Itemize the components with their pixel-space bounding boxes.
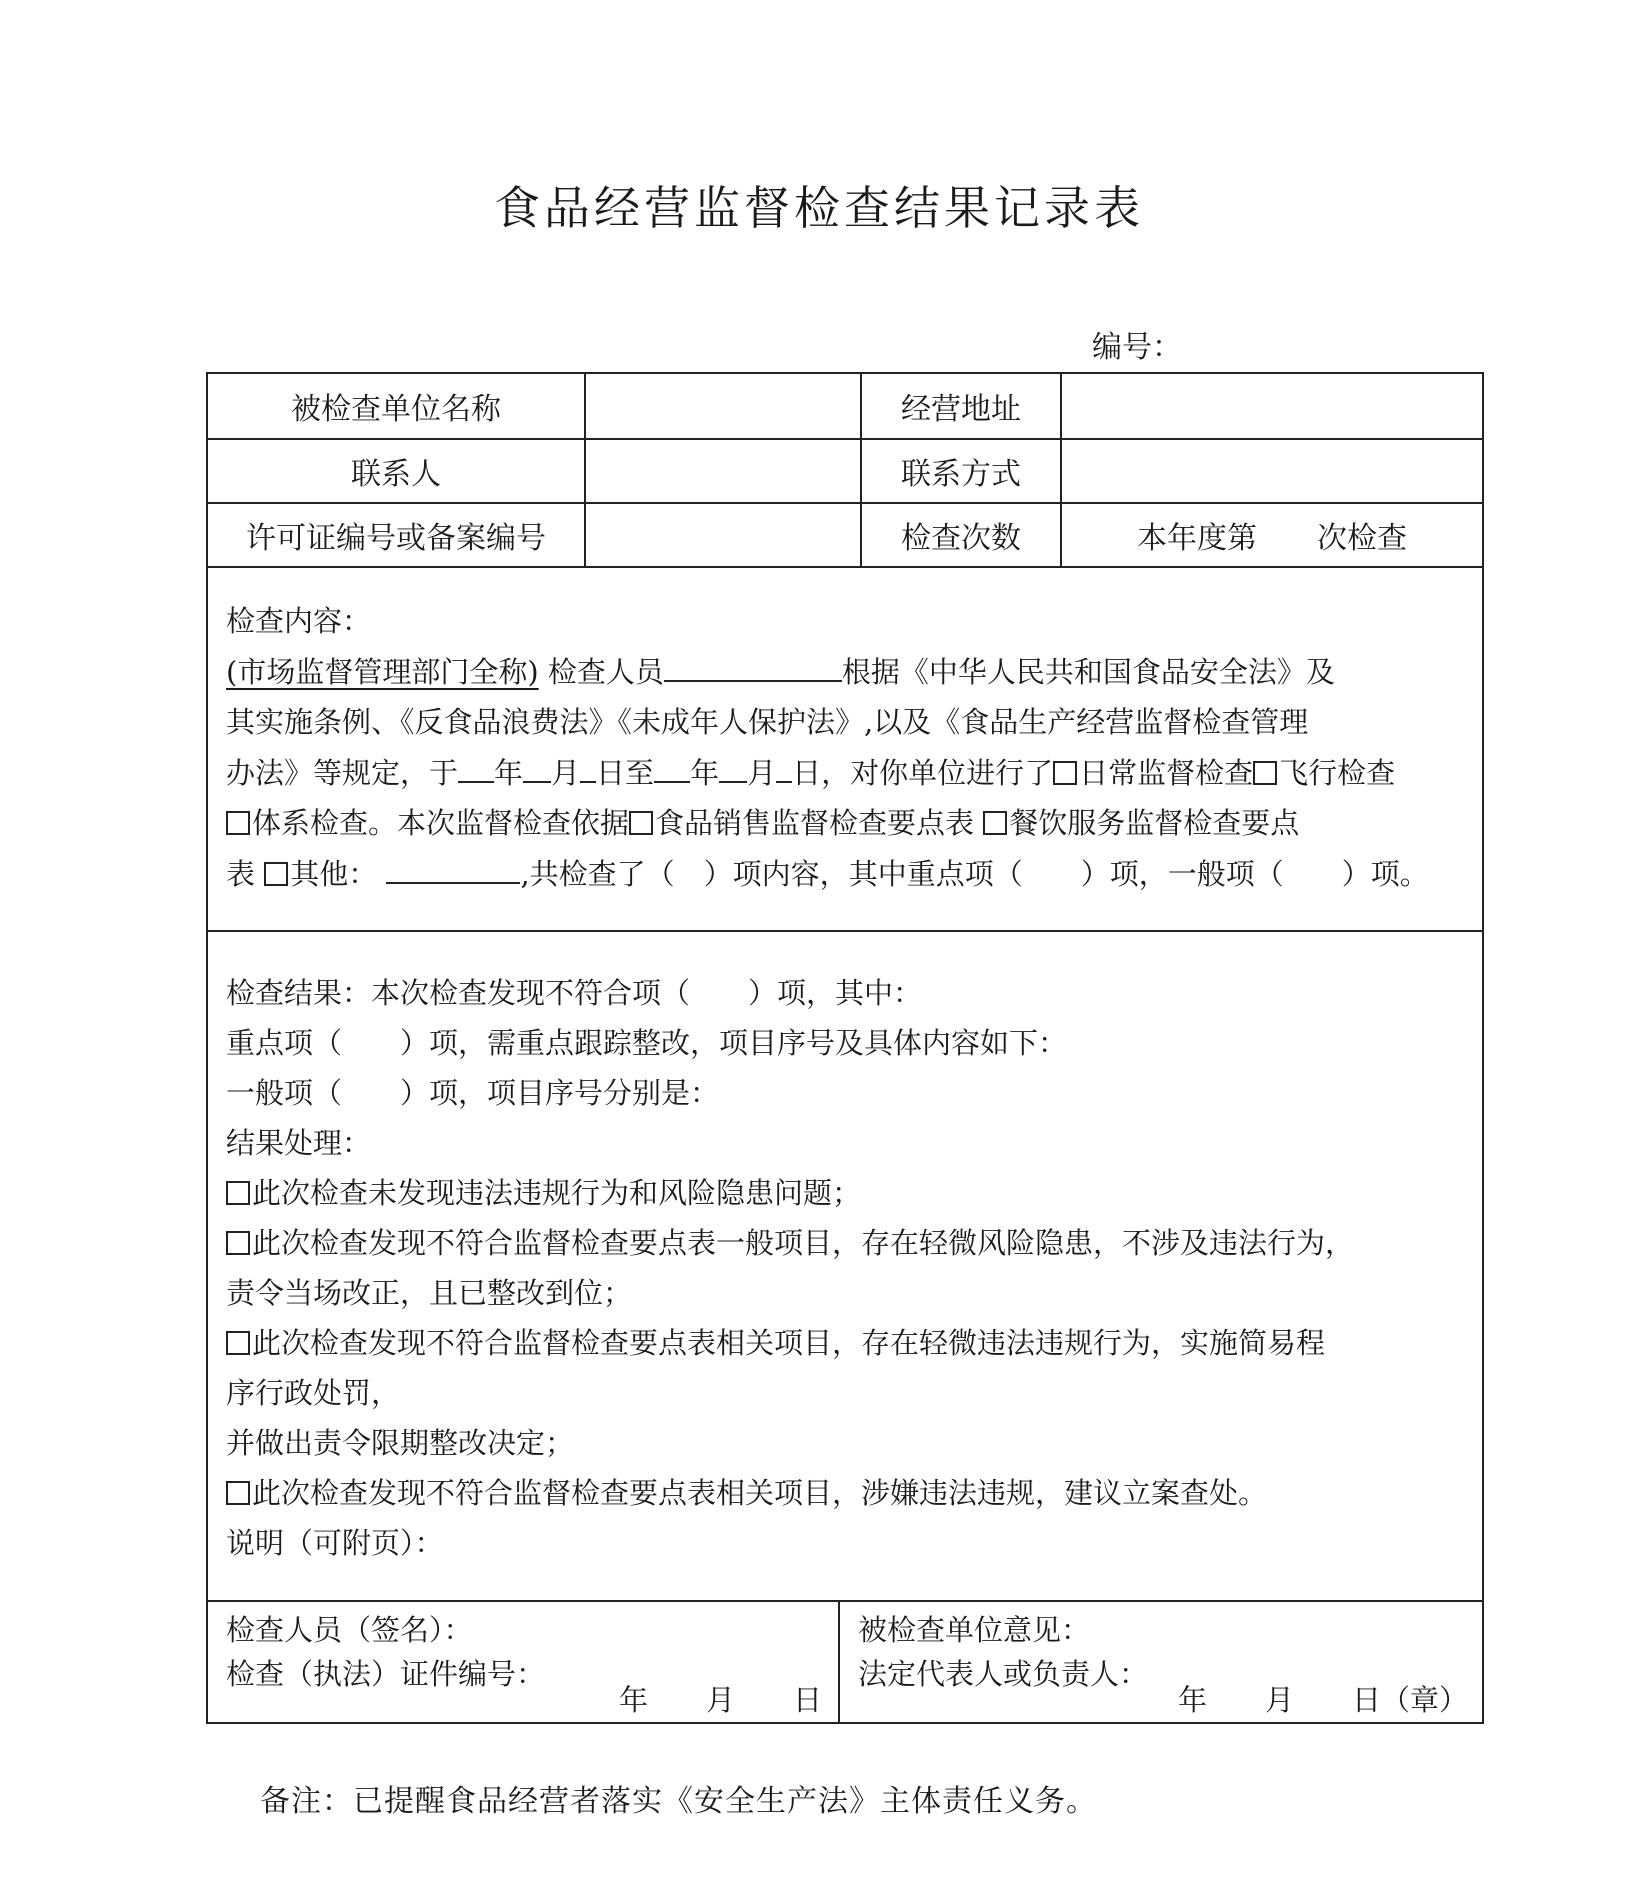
month-label: 月 [551,756,581,790]
result-option3-label: 此次检查发现不符合监督检查要点表相关项目，存在轻微违法违规行为，实施简易程 [252,1326,1326,1360]
inspector-signature-text [226,1608,545,1696]
unit-name-field[interactable] [586,374,862,438]
result-option3-cont2: 并做出责令限期整改决定； [226,1426,575,1460]
cert-number-label: 检查（执法）证件编号： [226,1657,546,1691]
result-option3-cont: 序行政处罚， [226,1376,401,1410]
serial-number-label: 编号： [1092,330,1182,365]
inspector-name-blank[interactable] [664,646,842,682]
year-label: 年 [494,756,524,790]
end-month-blank[interactable] [719,747,747,783]
content-line3-text-b: 日，对你单位进行了 [792,756,1054,790]
contact-method-label: 联系方式 [862,440,1062,502]
result-option2-checkbox[interactable] [226,1231,250,1255]
catering-checklist-checkbox[interactable] [983,811,1007,835]
inspector-signature-area[interactable] [208,1602,840,1724]
content-line2: 其实施条例、《反食品浪费法》《未成年人保护法》,以及《食品生产经营监督检查管理 [226,705,1309,739]
info-row-unit [208,374,1482,440]
inspection-content-text [226,596,1466,899]
content-line1-text: 根据《中华人民共和国食品安全法》及 [841,655,1335,689]
start-year-blank[interactable] [458,747,494,783]
inspection-content-section [208,568,1482,932]
result-option2-label: 此次检查发现不符合监督检查要点表一般项目，存在轻微风险隐患，不涉及违法行为， [252,1226,1355,1260]
sales-checklist-label: 食品销售监督检查要点表 [655,806,975,840]
daily-inspection-label: 日常监督检查 [1079,756,1254,790]
catering-checklist-label: 餐饮服务监督检查要点 [1009,806,1300,840]
unit-name-label: 被检查单位名称 [208,374,586,438]
result-handling-label: 结果处理： [226,1126,372,1160]
inspection-result-section [208,932,1482,1602]
address-label: 经营地址 [862,374,1062,438]
result-option1-checkbox[interactable] [226,1181,250,1205]
inspect-count-value[interactable]: 本年度第 次检查 [1137,521,1407,556]
inspector-label: 检查人员 [547,655,664,689]
unit-sign-date: 年 月 日（章） [1177,1683,1468,1717]
content-line3-text: 办法》等规定，于 [226,756,459,790]
result-option4-label: 此次检查发现不符合监督检查要点表相关项目，涉嫌违法违规，建议立案查处。 [252,1476,1268,1510]
info-row-license [208,504,1482,568]
form-title: 食品经营监督检查结果记录表 [494,181,1144,235]
signature-section [208,1602,1482,1724]
license-label: 许可证编号或备案编号 [208,504,586,566]
content-line6-text: 表 [226,857,256,891]
result-line1: 检查结果：本次检查发现不符合项（ ）项，其中： [226,976,923,1010]
legal-rep-label: 法定代表人或负责人： [858,1657,1149,1691]
result-option1-label: 此次检查未发现违法违规行为和风险隐患问题； [252,1176,862,1210]
footer-note: 备注：已提醒食品经营者落实《安全生产法》主体责任义务。 [260,1784,1097,1819]
contact-label: 联系人 [208,440,586,502]
inspect-count-label: 检查次数 [862,504,1062,566]
result-note-label[interactable]: 说明（可附页）： [226,1526,444,1560]
result-option2-cont: 责令当场改正，且已整改到位； [226,1276,633,1310]
result-option4-checkbox[interactable] [226,1481,250,1505]
flight-inspection-label: 飞行检查 [1279,756,1396,790]
content-line6-text-b: ,共检查了（ ）项内容，其中重点项（ ）项，一般项（ ）项。 [520,857,1429,891]
inspector-sign-date: 年 月 日 [618,1683,822,1717]
end-day-blank[interactable] [776,747,792,783]
daily-inspection-checkbox[interactable] [1053,761,1077,785]
unit-opinion-text [858,1608,1148,1696]
dept-name-field[interactable]: (市场监督管理部门全称) [226,655,539,689]
info-row-contact [208,440,1482,504]
result-line2: 重点项（ ）项，需重点跟踪整改，项目序号及具体内容如下： [226,1026,1068,1060]
month-label: 月 [747,756,777,790]
address-field[interactable] [1062,374,1482,438]
contact-field[interactable] [586,440,862,502]
content-heading: 检查内容： [226,604,372,638]
result-line3: 一般项（ ）项，项目序号分别是： [226,1076,720,1110]
system-inspection-label: 体系检查。本次监督检查依据 [252,806,630,840]
contact-method-field[interactable] [1062,440,1482,502]
year-label: 年 [690,756,720,790]
start-month-blank[interactable] [523,747,551,783]
other-checklist-checkbox[interactable] [264,862,288,886]
unit-opinion-area[interactable] [840,1602,1482,1724]
system-inspection-checkbox[interactable] [226,811,250,835]
inspection-form [206,372,1484,1724]
sales-checklist-checkbox[interactable] [629,811,653,835]
end-year-blank[interactable] [654,747,690,783]
inspection-result-text [226,968,1466,1568]
start-day-blank[interactable] [580,747,596,783]
inspector-sign-label: 检查人员（签名）： [226,1613,473,1647]
day-to-label: 日至 [596,756,655,790]
other-checklist-blank[interactable] [386,848,520,884]
result-option3-checkbox[interactable] [226,1331,250,1355]
flight-inspection-checkbox[interactable] [1253,761,1277,785]
license-field[interactable] [586,504,862,566]
unit-opinion-label: 被检查单位意见： [858,1613,1091,1647]
other-checklist-label: 其他： [290,857,378,891]
